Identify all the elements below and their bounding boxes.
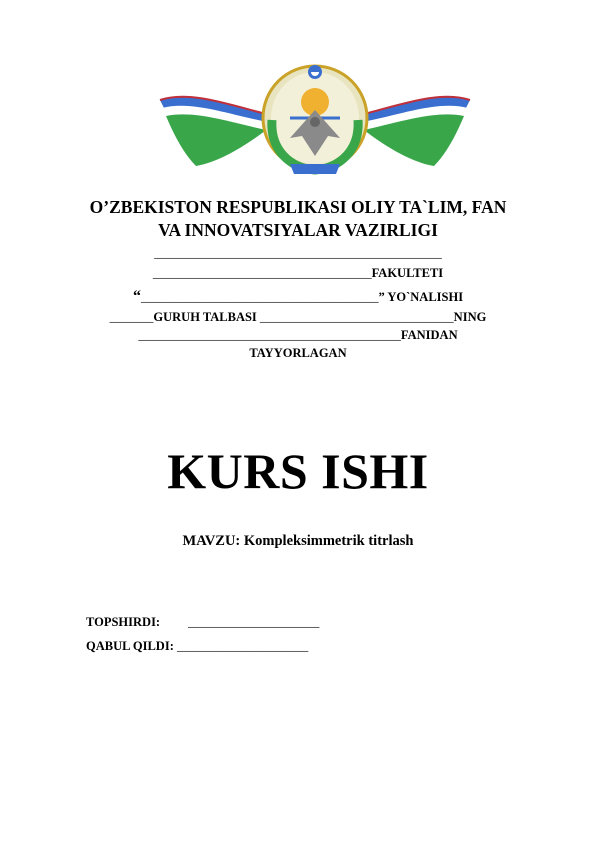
state-emblem — [150, 60, 480, 180]
submitted-blank: _____________________ — [188, 615, 320, 629]
group-suffix: NING — [453, 310, 487, 324]
subject-label: FANIDAN — [400, 328, 458, 342]
subject-blank: __________________________________________ — [138, 328, 401, 342]
blank-line: ______________________________________________ — [154, 246, 442, 260]
faculty-line — [0, 266, 596, 281]
direction-line — [0, 288, 596, 306]
ministry-line-2: VA INNOVATSIYALAR VAZIRLIGI — [158, 220, 438, 240]
group-line — [0, 310, 596, 325]
document-title: KURS ISHI — [167, 443, 429, 499]
ministry-line-1: O’ZBEKISTON RESPUBLIKASI OLIY TA`LIM, FAN — [89, 197, 507, 217]
accepted-blank: _____________________ — [177, 639, 309, 653]
faculty-label: FAKULTETI — [371, 266, 444, 280]
prepared-label: TAYYORLAGAN — [249, 346, 347, 360]
submitted-label: TOPSHIRDI: — [86, 615, 161, 629]
subject-line — [0, 328, 596, 343]
uzbekistan-state-emblem-icon — [150, 60, 480, 180]
faculty-blank: ___________________________________ — [152, 266, 372, 280]
group-label: GURUH TALBASI — [153, 310, 260, 324]
topic-line: MAVZU: Kompleksimmetrik titrlash — [182, 533, 414, 549]
submitted-row — [86, 615, 319, 630]
group-blank-2: _______________________________ — [259, 310, 454, 324]
direction-blank: ______________________________________ — [140, 290, 379, 304]
group-blank: _______ — [109, 310, 154, 324]
direction-open-quote: “ — [132, 288, 141, 305]
direction-label: ” YO`NALISHI — [378, 290, 464, 304]
accepted-row — [86, 639, 308, 654]
accepted-label: QABUL QILDI: — [86, 639, 177, 653]
